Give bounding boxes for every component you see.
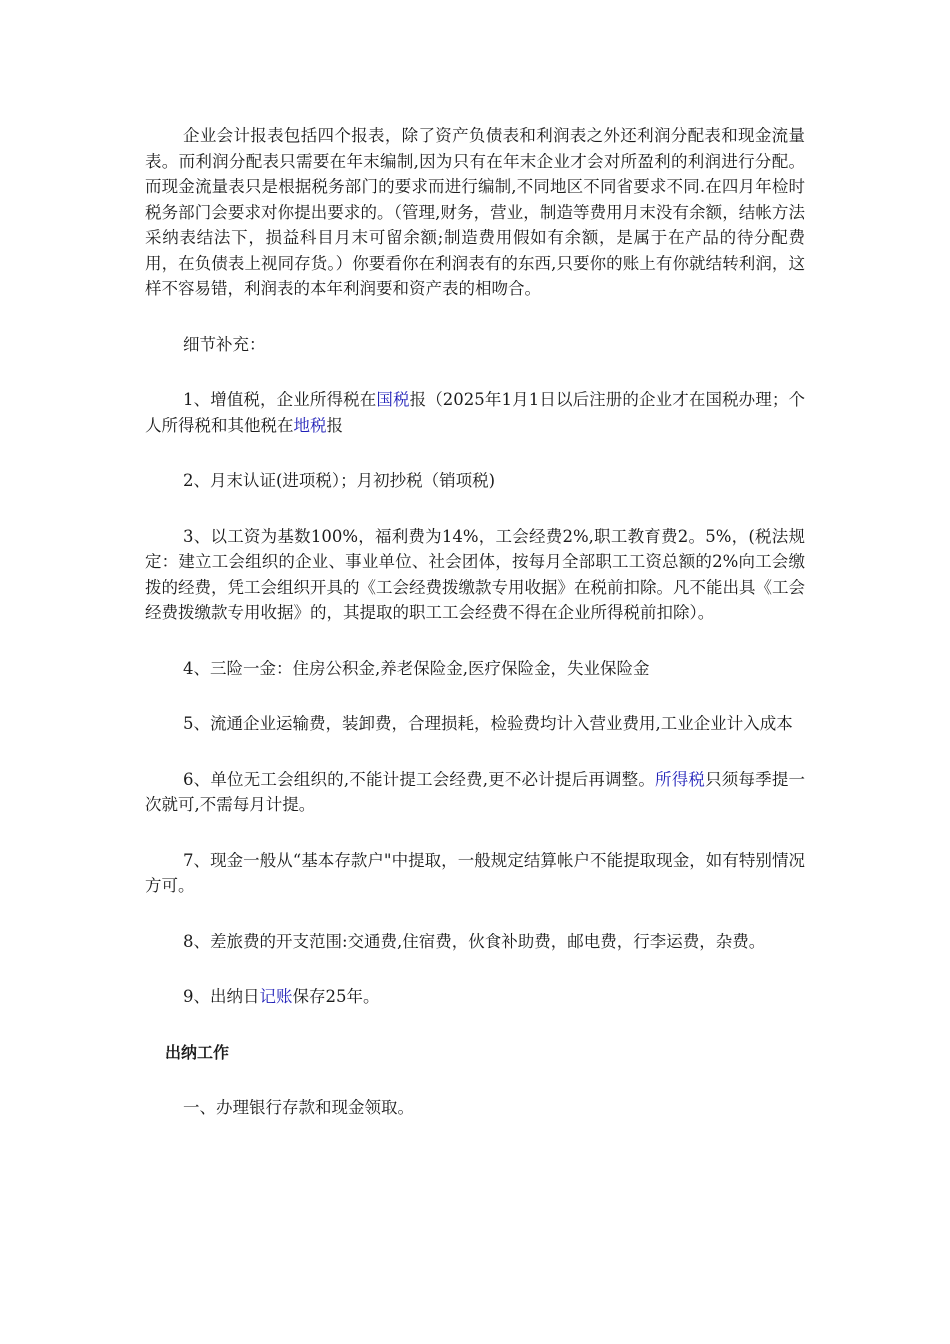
- section-heading: 出纳工作: [165, 1042, 230, 1062]
- item-6: [145, 767, 805, 818]
- link-dishui[interactable]: 地税: [293, 415, 327, 435]
- item-1-text-b: 报（2025年1月1日以后注册的企业才在国税办理；个人所得税和其他税在: [145, 390, 806, 435]
- item-2: 2、月末认证(进项税）；月初抄税（销项税): [183, 471, 496, 490]
- item-6-text-b: 只须每季提一次就可,不需每月计提。: [145, 769, 805, 814]
- item-5: 5、流通企业运输费，装卸费，合理损耗，检验费均计入营业费用,工业企业计入成本: [183, 714, 793, 733]
- item-7: 7、现金一般从“基本存款户"中提取，一般规定结算帐户不能提取现金，如有特别情况方可。: [145, 850, 805, 895]
- item-1-text-a: 1、增值税，企业所得税在: [183, 390, 377, 409]
- item-9: [145, 984, 805, 1010]
- document-body: [145, 123, 805, 1120]
- item-1: [145, 387, 805, 438]
- intro-paragraph: 企业会计报表包括四个报表，除了资产负债表和利润表之外还利润分配表和现金流量表。而利润分配表只需要在年末编制,因为只有在年末企业才会对所盈利的利润进行分配。而现金流量表只是根据税务部门的要求而进行编制,不同地区不同省要求不同.在四月年检时税务部门会要求对你提出要求的。（管理,财务，营业，制造等费用月末没有余额，结帐方法采纳表结法下，损益科目月末可留余额;制造费用假如有余额，是属于在产品的待分配费用，在负债表上视同存货。）你要看你在利润表有的东西,只要你的账上有你就结转利润，这样不容易错，利润表的本年利润要和资产表的相吻合。: [145, 126, 805, 298]
- detail-heading: 细节补充：: [183, 334, 266, 354]
- item-9-text-b: 保存25年。: [292, 987, 380, 1006]
- item-4: 4、三险一金：住房公积金,养老保险金,医疗保险金，失业保险金: [183, 658, 650, 678]
- item-3: 3、以工资为基数100%，福利费为14%，工会经费2%,职工教育费2。5%，(税法规定：建立工会组织的企业、事业单位、社会团体，按每月全部职工工资总额的2%向工会缴拨的经费，凭工会组织开具的《工会经费拨缴款专用收据》在税前扣除。凡不能出具《工会经费拨缴款专用收据》的，其提取的职工工会经费不得在企业所得税前扣除）。: [145, 526, 805, 622]
- section-item-1: 一、办理银行存款和现金领取。: [183, 1097, 414, 1117]
- link-jizhang[interactable]: 记账: [259, 987, 293, 1006]
- item-8: 8、差旅费的开支范围:交通费,住宿费，伙食补助费，邮电费，行李运费，杂费。: [183, 931, 766, 951]
- link-suodeshui[interactable]: 所得税: [655, 769, 706, 789]
- link-guoshui[interactable]: 国税: [376, 390, 410, 409]
- item-6-text-a: 6、单位无工会组织的,不能计提工会经费,更不必计提后再调整。: [183, 769, 656, 789]
- item-1-text-c: 报: [326, 415, 343, 435]
- item-9-text-a: 9、出纳日: [183, 987, 260, 1006]
